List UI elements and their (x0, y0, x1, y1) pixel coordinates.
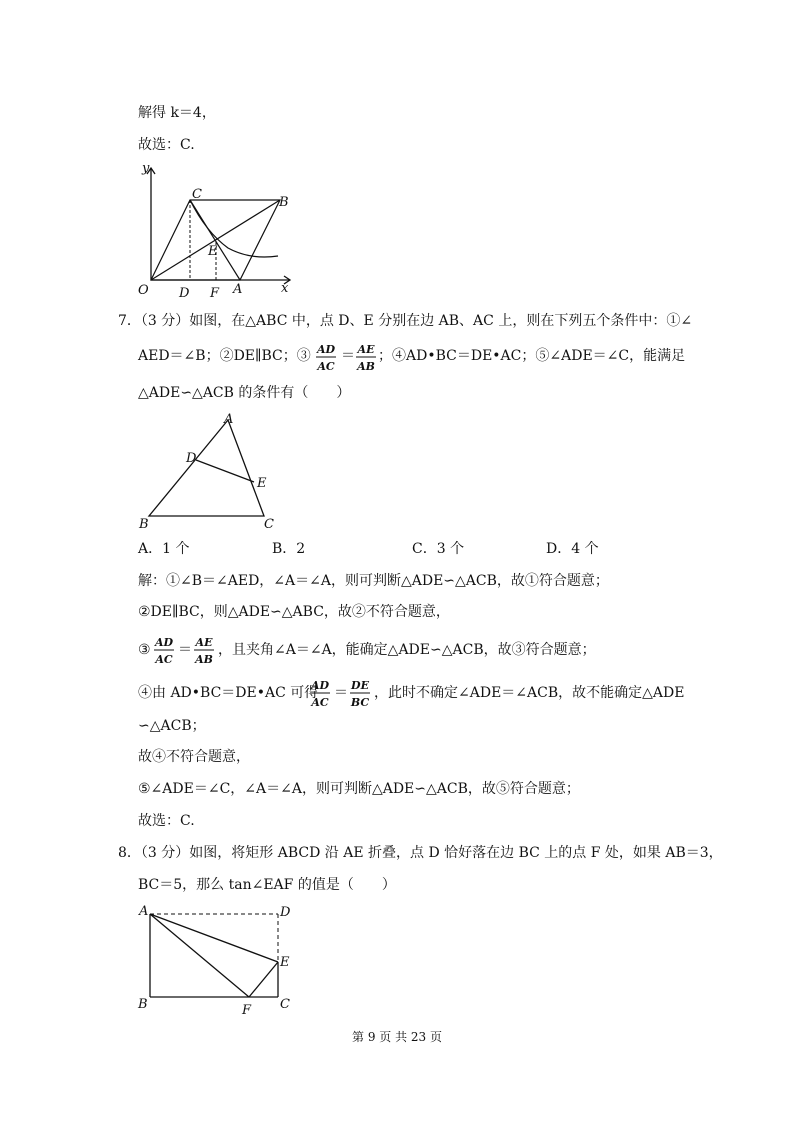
figure-q7-triangle (134, 410, 284, 534)
label-E: E (280, 955, 290, 970)
q7-sol-fraction-ae-ab (192, 633, 216, 667)
q8-stem-line-2: BC＝5，那么 tan∠EAF 的值是（ ） (138, 877, 396, 893)
q7-solution-3-suffix: ，且夹角∠A＝∠A，能确定△ADE∽△ACB，故③符合题意； (218, 642, 596, 658)
label-B: B (279, 195, 289, 210)
label-A: A (233, 282, 243, 297)
q7-stem-line-3: △ADE∽△ACB 的条件有（ ） (138, 385, 351, 401)
figure-q6-coordinate (130, 160, 300, 300)
q7-option-d: D．4 个 (546, 541, 599, 557)
q7-stem-line-2b: ；④AD•BC＝DE•AC；⑤∠ADE＝∠C，能满足 (378, 348, 686, 364)
figure-q8-rectangle (134, 902, 300, 1020)
svg-text:DE: DE (351, 679, 369, 692)
label-y: y (142, 161, 150, 176)
q7-stem-line-1: 7．（3 分）如图，在△ABC 中，点 D、E 分别在边 AB、AC 上，则在下列五个条件中：①∠ (118, 313, 693, 329)
q7-option-a: A．1 个 (138, 541, 190, 557)
q7-solution-5: 故④不符合题意， (138, 749, 250, 765)
q7-sol-fraction-de-bc (348, 676, 372, 710)
label-C: C (264, 517, 274, 532)
label-B: B (138, 997, 148, 1012)
label-A: A (224, 412, 234, 427)
svg-text:AB: AB (357, 360, 375, 373)
label-F: F (210, 286, 220, 300)
q7-stem-line-2a: AED＝∠B；②DE∥BC；③ (138, 348, 311, 364)
svg-text:AD: AD (154, 636, 174, 649)
label-D: D (179, 286, 190, 300)
q7-sol-equal-1: ＝ (178, 642, 192, 658)
answer-line-q7: 故选：C. (138, 813, 195, 829)
q7-solution-3-prefix: ③ (138, 642, 151, 658)
svg-text:AD: AD (316, 343, 336, 356)
q8-stem-line-1: 8．（3 分）如图，将矩形 ABCD 沿 AE 折叠，点 D 恰好落在边 BC 上的点 F 处，如果 AB＝3， (118, 845, 723, 861)
q7-sol-fraction-ad-ac-2 (308, 676, 332, 710)
label-D: D (280, 905, 291, 920)
q7-option-b: B．2 (272, 541, 306, 557)
svg-text:AE: AE (357, 343, 375, 356)
solution-line-k: 解得 k＝4， (138, 105, 216, 121)
label-A: A (139, 904, 149, 919)
svg-text:AD: AD (310, 679, 330, 692)
q7-solution-6: ⑤∠ADE＝∠C，∠A＝∠A，则可判断△ADE∽△ACB，故⑤符合题意； (138, 781, 580, 797)
q7-fraction-ad-ac (314, 340, 338, 374)
label-O: O (138, 283, 149, 298)
q7-option-c: C．3 个 (412, 541, 465, 557)
label-E: E (257, 476, 267, 491)
q7-equal-sign: ＝ (341, 348, 355, 364)
label-E: E (208, 244, 218, 259)
svg-text:AB: AB (195, 653, 213, 666)
svg-text:BC: BC (350, 696, 370, 709)
label-D: D (186, 451, 197, 466)
label-C: C (280, 997, 290, 1012)
q7-solution-4-prefix: ④由 AD•BC＝DE•AC 可得 (138, 685, 319, 701)
label-F: F (242, 1003, 252, 1018)
q7-solution-2: ②DE∥BC，则△ADE∽△ABC，故②不符合题意， (138, 604, 450, 620)
q7-solution-4-cont: ∽△ACB； (138, 718, 206, 734)
answer-line-q6: 故选：C. (138, 137, 195, 153)
page-footer: 第 9 页 共 23 页 (352, 1030, 442, 1044)
label-C: C (192, 187, 202, 202)
svg-text:AE: AE (195, 636, 213, 649)
q7-sol-equal-2: ＝ (334, 685, 348, 701)
q7-fraction-ae-ab (354, 340, 378, 374)
q7-solution-1: 解：①∠B＝∠AED，∠A＝∠A，则可判断△ADE∽△ACB，故①符合题意； (138, 573, 609, 589)
label-x: x (281, 281, 289, 296)
q7-solution-4-suffix: ，此时不确定∠ADE＝∠ACB，故不能确定△ADE (374, 685, 685, 701)
label-B: B (139, 517, 149, 532)
svg-text:AC: AC (311, 696, 329, 709)
svg-text:AC: AC (155, 653, 173, 666)
svg-text:AC: AC (317, 360, 335, 373)
q7-sol-fraction-ad-ac (152, 633, 176, 667)
